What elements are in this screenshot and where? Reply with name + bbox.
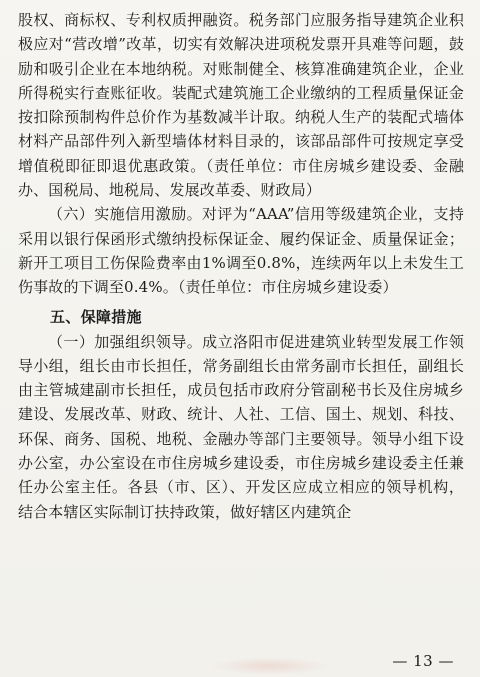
faint-stamp-mark bbox=[210, 657, 330, 675]
page-number: — 13 — bbox=[392, 652, 454, 670]
paragraph-credit-incentive: （六）实施信用激励。对评为“AAA”信用等级建筑企业，支持采用以银行保函形式缴纳投标保证金、履约保证金、质量保证金；新开工项目工伤保险费率由1%调至0.8%，连续两年以上未发生工伤事故的下调至0.4%。（责任单位：市住房城乡建设委） bbox=[18, 205, 464, 297]
section-heading: 五、保障措施 bbox=[50, 307, 142, 326]
paragraph-organization-leadership: （一）加强组织领导。成立洛阳市促进建筑业转型发展工作领导小组，组长由市长担任，常务副组长由常务副市长担任，副组长由主管城建副市长担任，成员包括市政府分管副秘书长及住房城乡建设、发展改革、财政、统计、人社、工信、国土、规划、科技、环保、商务、国税、地税、金融办等部门主要领导。领导小组下设办公室，办公室设在市住房城乡建设委，市住房城乡建设委主任兼任办公室主任。各县（市、区）、开发区应成立相应的领导机构，结合本辖区实际制订扶持政策，做好辖区内建筑企 bbox=[18, 332, 464, 521]
paragraph-tax-policy: 股权、商标权、专利权质押融资。税务部门应服务指导建筑企业积极应对“营改增”改革，切实有效解决进项税发票开具难等问题，鼓励和吸引企业在本地纳税。对账制健全、核算准确建筑企业，企业所得税实行查账征收。装配式建筑施工企业缴纳的工程质量保证金按扣除预制构件总价作为基数减半计取。纳税人生产的装配式墙体材料产品部件列入新型墙体材料目录的，该部品部件可按规定享受增值税即征即退优惠政策。（责任单位：市住房城乡建设委、金融办、国税局、地税局、发展改革委、财政局） bbox=[18, 11, 464, 200]
document-body bbox=[18, 8, 464, 524]
